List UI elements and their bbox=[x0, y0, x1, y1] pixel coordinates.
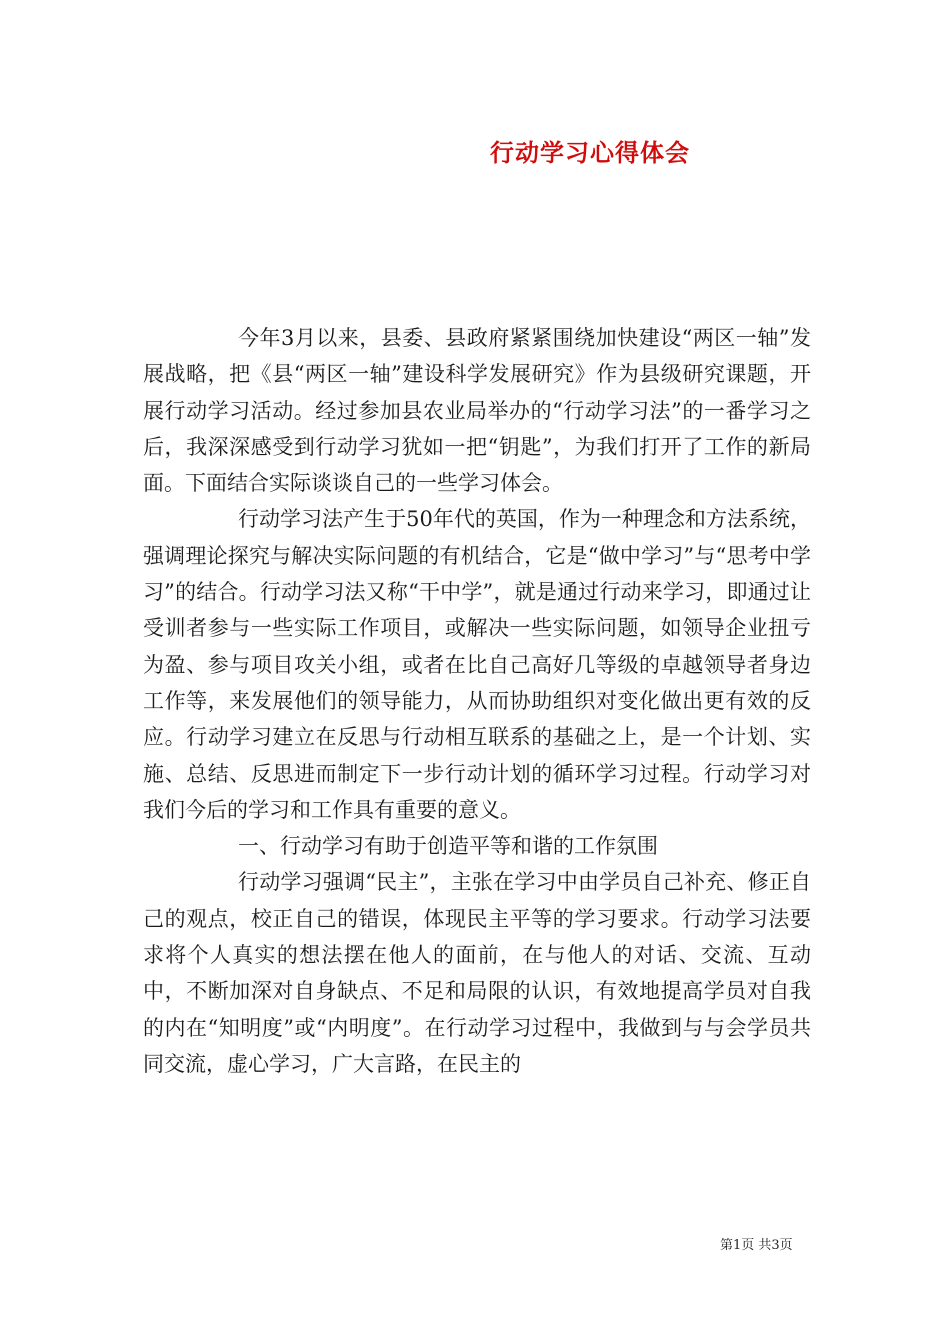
document-body bbox=[143, 320, 811, 1082]
section-heading-1: 一、行动学习有助于创造平等和谐的工作氛围 bbox=[238, 834, 658, 859]
paragraph-definition: 行动学习法产生于50年代的英国，作为一种理念和方法系统，强调理论探究与解决实际问题的有机结合，它是“做中学习”与“思考中学习”的结合。行动学习法又称“干中学”，就是通过行动来学习，即通过让受训者参与一些实际工作项目，或解决一些实际问题，如领导企业扭亏为盈、参与项目攻关小组，或者在比自己高好几等级的卓越领导者身边工作等，来发展他们的领导能力，从而协助组织对变化做出更有效的反应。行动学习建立在反思与行动相互联系的基础之上，是一个计划、实施、总结、反思进而制定下一步行动计划的循环学习过程。行动学习对我们今后的学习和工作具有重要的意义。 bbox=[143, 507, 811, 822]
paragraph-section-1: 行动学习强调“民主”，主张在学习中由学员自己补充、修正自己的观点，校正自己的错误，体现民主平等的学习要求。行动学习法要求将个人真实的想法摆在他人的面前，在与他人的对话、交流、互动中，不断加深对自身缺点、不足和局限的认识，有效地提高学员对自我的内在“知明度”或“内明度”。在行动学习过程中，我做到与与会学员共同交流，虚心学习，广大言路，在民主的 bbox=[143, 870, 811, 1076]
page-title: 行动学习心得体会 bbox=[490, 138, 690, 167]
paragraph-intro: 今年3月以来，县委、县政府紧紧围绕加快建设“两区一轴”发展战略，把《县“两区一轴”建设科学发展研究》作为县级研究课题，开展行动学习活动。经过参加县农业局举办的“行动学习法”的一番学习之后，我深深感受到行动学习犹如一把“钥匙”，为我们打开了工作的新局面。下面结合实际谈谈自己的一些学习体会。 bbox=[143, 326, 811, 496]
page-number-footer: 第1页 共3页 bbox=[720, 1238, 793, 1253]
